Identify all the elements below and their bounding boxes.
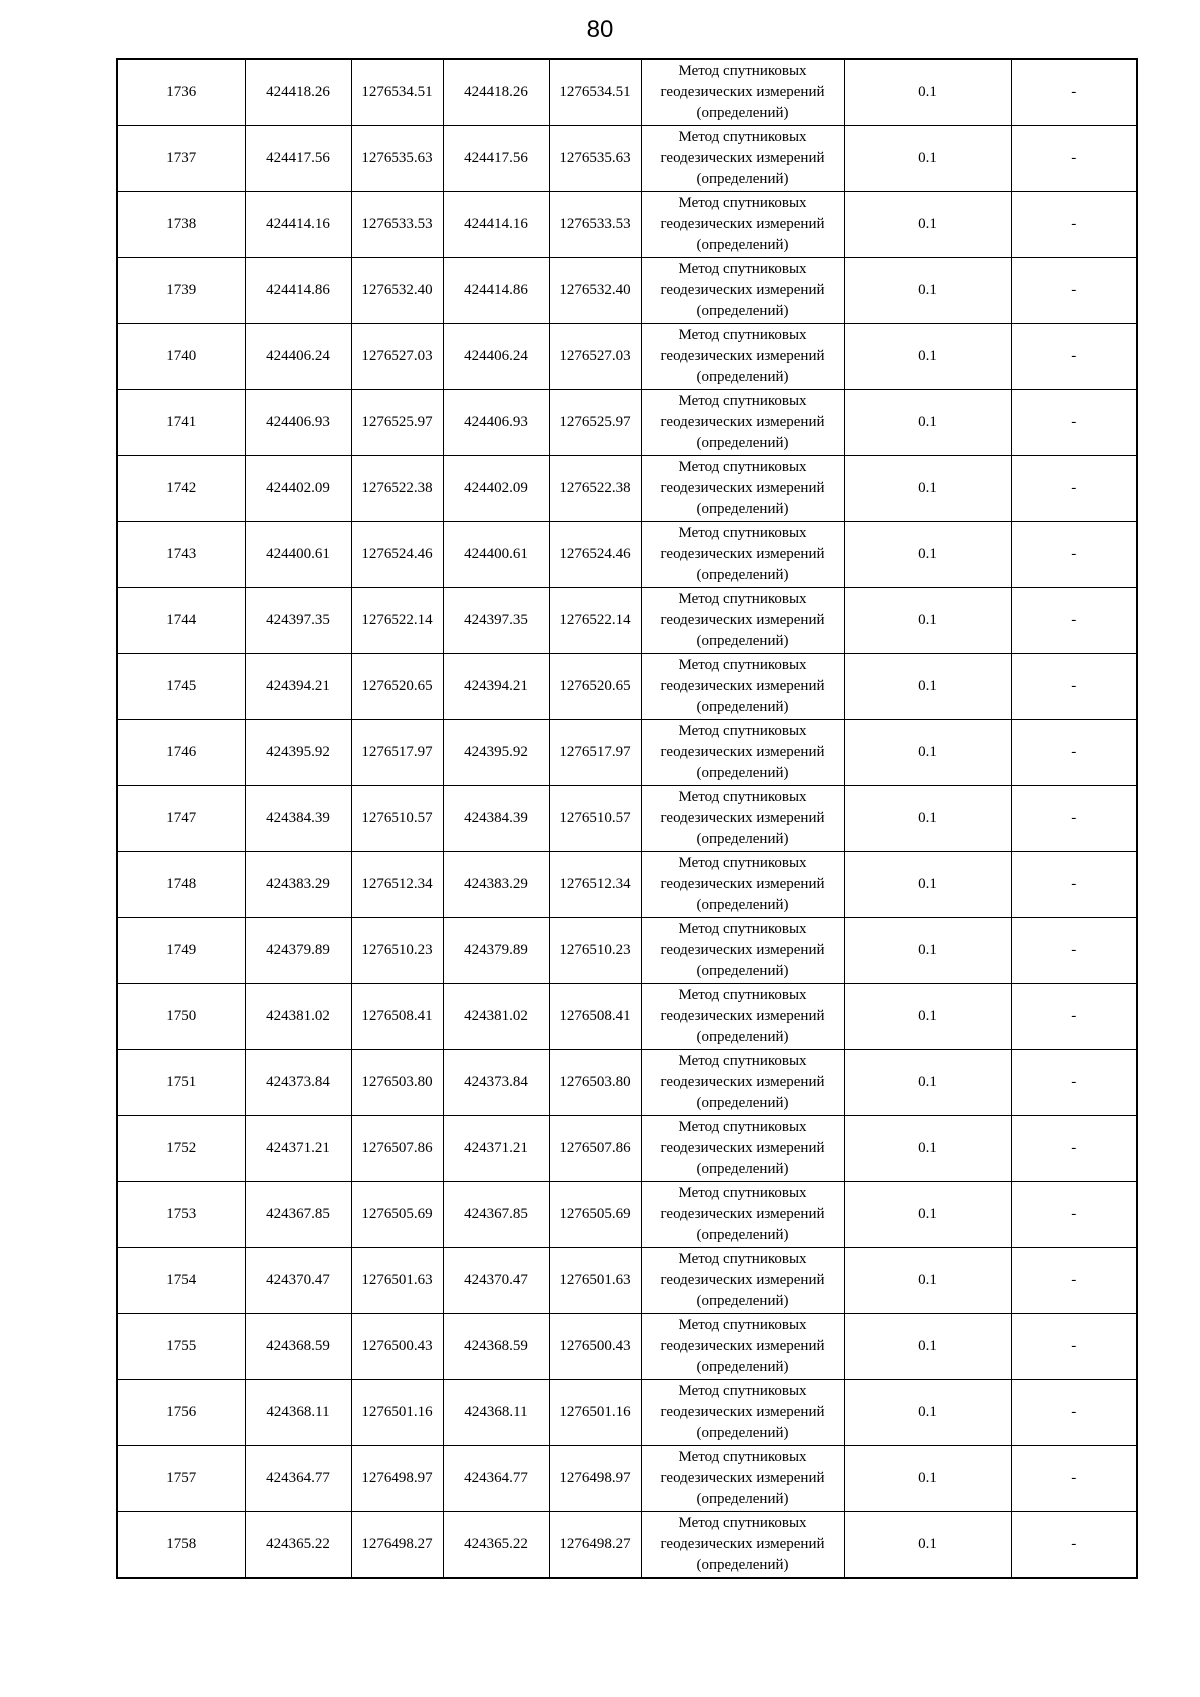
accuracy-cell: 0.1: [844, 1116, 1011, 1182]
x-existing-cell: 424394.21: [245, 654, 351, 720]
point-number-cell: 1740: [117, 324, 245, 390]
y-new-cell: 1276527.03: [549, 324, 641, 390]
method-cell: Метод спутниковых геодезических измерений (определений): [641, 390, 844, 456]
note-cell: -: [1011, 1446, 1137, 1512]
method-cell: Метод спутниковых геодезических измерений (определений): [641, 59, 844, 126]
table-row: [117, 192, 1137, 258]
y-existing-cell: 1276525.97: [351, 390, 443, 456]
accuracy-cell: 0.1: [844, 984, 1011, 1050]
note-cell: -: [1011, 456, 1137, 522]
method-cell: Метод спутниковых геодезических измерений (определений): [641, 918, 844, 984]
x-new-cell: 424373.84: [443, 1050, 549, 1116]
point-number-cell: 1750: [117, 984, 245, 1050]
point-number-cell: 1742: [117, 456, 245, 522]
x-new-cell: 424414.86: [443, 258, 549, 324]
x-existing-cell: 424371.21: [245, 1116, 351, 1182]
point-number-cell: 1741: [117, 390, 245, 456]
point-number-cell: 1736: [117, 59, 245, 126]
x-existing-cell: 424402.09: [245, 456, 351, 522]
method-cell: Метод спутниковых геодезических измерений (определений): [641, 1050, 844, 1116]
x-new-cell: 424370.47: [443, 1248, 549, 1314]
x-existing-cell: 424395.92: [245, 720, 351, 786]
x-new-cell: 424397.35: [443, 588, 549, 654]
x-existing-cell: 424370.47: [245, 1248, 351, 1314]
y-existing-cell: 1276535.63: [351, 126, 443, 192]
x-new-cell: 424383.29: [443, 852, 549, 918]
table-row: [117, 984, 1137, 1050]
note-cell: -: [1011, 1050, 1137, 1116]
note-cell: -: [1011, 324, 1137, 390]
x-new-cell: 424418.26: [443, 59, 549, 126]
accuracy-cell: 0.1: [844, 1512, 1011, 1579]
note-cell: -: [1011, 786, 1137, 852]
method-cell: Метод спутниковых геодезических измерений (определений): [641, 126, 844, 192]
x-new-cell: 424365.22: [443, 1512, 549, 1579]
y-new-cell: 1276503.80: [549, 1050, 641, 1116]
y-new-cell: 1276525.97: [549, 390, 641, 456]
point-number-cell: 1737: [117, 126, 245, 192]
note-cell: -: [1011, 1248, 1137, 1314]
y-existing-cell: 1276532.40: [351, 258, 443, 324]
note-cell: -: [1011, 192, 1137, 258]
y-new-cell: 1276507.86: [549, 1116, 641, 1182]
accuracy-cell: 0.1: [844, 654, 1011, 720]
y-new-cell: 1276535.63: [549, 126, 641, 192]
y-new-cell: 1276510.23: [549, 918, 641, 984]
method-cell: Метод спутниковых геодезических измерений (определений): [641, 588, 844, 654]
point-number-cell: 1738: [117, 192, 245, 258]
table-row: [117, 126, 1137, 192]
note-cell: -: [1011, 852, 1137, 918]
method-cell: Метод спутниковых геодезических измерений (определений): [641, 192, 844, 258]
y-existing-cell: 1276505.69: [351, 1182, 443, 1248]
note-cell: -: [1011, 720, 1137, 786]
point-number-cell: 1757: [117, 1446, 245, 1512]
x-existing-cell: 424384.39: [245, 786, 351, 852]
point-number-cell: 1745: [117, 654, 245, 720]
accuracy-cell: 0.1: [844, 192, 1011, 258]
note-cell: -: [1011, 984, 1137, 1050]
x-existing-cell: 424417.56: [245, 126, 351, 192]
table-row: [117, 852, 1137, 918]
point-number-cell: 1747: [117, 786, 245, 852]
y-new-cell: 1276534.51: [549, 59, 641, 126]
table-row: [117, 720, 1137, 786]
y-new-cell: 1276501.63: [549, 1248, 641, 1314]
point-number-cell: 1743: [117, 522, 245, 588]
point-number-cell: 1751: [117, 1050, 245, 1116]
note-cell: -: [1011, 1380, 1137, 1446]
x-new-cell: 424395.92: [443, 720, 549, 786]
note-cell: -: [1011, 522, 1137, 588]
note-cell: -: [1011, 1116, 1137, 1182]
accuracy-cell: 0.1: [844, 588, 1011, 654]
method-cell: Метод спутниковых геодезических измерений (определений): [641, 786, 844, 852]
point-number-cell: 1758: [117, 1512, 245, 1579]
x-new-cell: 424368.59: [443, 1314, 549, 1380]
note-cell: -: [1011, 1512, 1137, 1579]
y-existing-cell: 1276501.16: [351, 1380, 443, 1446]
y-new-cell: 1276533.53: [549, 192, 641, 258]
x-existing-cell: 424418.26: [245, 59, 351, 126]
method-cell: Метод спутниковых геодезических измерений (определений): [641, 1182, 844, 1248]
coordinates-table: [116, 58, 1138, 1579]
y-existing-cell: 1276524.46: [351, 522, 443, 588]
note-cell: -: [1011, 258, 1137, 324]
x-new-cell: 424402.09: [443, 456, 549, 522]
accuracy-cell: 0.1: [844, 1050, 1011, 1116]
method-cell: Метод спутниковых геодезических измерений (определений): [641, 654, 844, 720]
accuracy-cell: 0.1: [844, 1446, 1011, 1512]
table-row: [117, 258, 1137, 324]
note-cell: -: [1011, 588, 1137, 654]
accuracy-cell: 0.1: [844, 918, 1011, 984]
method-cell: Метод спутниковых геодезических измерений (определений): [641, 852, 844, 918]
x-new-cell: 424384.39: [443, 786, 549, 852]
y-new-cell: 1276505.69: [549, 1182, 641, 1248]
y-new-cell: 1276532.40: [549, 258, 641, 324]
accuracy-cell: 0.1: [844, 126, 1011, 192]
table-row: [117, 1050, 1137, 1116]
y-new-cell: 1276501.16: [549, 1380, 641, 1446]
accuracy-cell: 0.1: [844, 1248, 1011, 1314]
point-number-cell: 1744: [117, 588, 245, 654]
table-row: [117, 786, 1137, 852]
y-existing-cell: 1276501.63: [351, 1248, 443, 1314]
y-new-cell: 1276524.46: [549, 522, 641, 588]
y-existing-cell: 1276534.51: [351, 59, 443, 126]
point-number-cell: 1749: [117, 918, 245, 984]
x-existing-cell: 424400.61: [245, 522, 351, 588]
accuracy-cell: 0.1: [844, 456, 1011, 522]
x-new-cell: 424364.77: [443, 1446, 549, 1512]
y-new-cell: 1276500.43: [549, 1314, 641, 1380]
table-row: [117, 522, 1137, 588]
method-cell: Метод спутниковых геодезических измерений (определений): [641, 984, 844, 1050]
y-new-cell: 1276520.65: [549, 654, 641, 720]
y-existing-cell: 1276507.86: [351, 1116, 443, 1182]
x-new-cell: 424406.24: [443, 324, 549, 390]
y-existing-cell: 1276500.43: [351, 1314, 443, 1380]
accuracy-cell: 0.1: [844, 258, 1011, 324]
x-new-cell: 424381.02: [443, 984, 549, 1050]
y-existing-cell: 1276510.57: [351, 786, 443, 852]
accuracy-cell: 0.1: [844, 1314, 1011, 1380]
x-existing-cell: 424373.84: [245, 1050, 351, 1116]
y-existing-cell: 1276510.23: [351, 918, 443, 984]
x-existing-cell: 424406.93: [245, 390, 351, 456]
method-cell: Метод спутниковых геодезических измерений (определений): [641, 522, 844, 588]
table-row: [117, 1248, 1137, 1314]
x-existing-cell: 424379.89: [245, 918, 351, 984]
table-row: [117, 1182, 1137, 1248]
accuracy-cell: 0.1: [844, 522, 1011, 588]
note-cell: -: [1011, 390, 1137, 456]
y-new-cell: 1276522.38: [549, 456, 641, 522]
y-new-cell: 1276517.97: [549, 720, 641, 786]
point-number-cell: 1754: [117, 1248, 245, 1314]
y-existing-cell: 1276498.27: [351, 1512, 443, 1579]
y-existing-cell: 1276533.53: [351, 192, 443, 258]
y-new-cell: 1276512.34: [549, 852, 641, 918]
x-new-cell: 424414.16: [443, 192, 549, 258]
x-existing-cell: 424414.16: [245, 192, 351, 258]
method-cell: Метод спутниковых геодезических измерений (определений): [641, 258, 844, 324]
x-existing-cell: 424414.86: [245, 258, 351, 324]
y-existing-cell: 1276498.97: [351, 1446, 443, 1512]
x-existing-cell: 424397.35: [245, 588, 351, 654]
page-number: 80: [586, 16, 614, 43]
accuracy-cell: 0.1: [844, 786, 1011, 852]
accuracy-cell: 0.1: [844, 324, 1011, 390]
x-new-cell: 424406.93: [443, 390, 549, 456]
x-new-cell: 424368.11: [443, 1380, 549, 1446]
table-row: [117, 1116, 1137, 1182]
table-row: [117, 456, 1137, 522]
table-row: [117, 654, 1137, 720]
x-existing-cell: 424367.85: [245, 1182, 351, 1248]
table-row: [117, 324, 1137, 390]
note-cell: -: [1011, 1314, 1137, 1380]
x-new-cell: 424400.61: [443, 522, 549, 588]
note-cell: -: [1011, 59, 1137, 126]
table-row: [117, 588, 1137, 654]
x-existing-cell: 424368.11: [245, 1380, 351, 1446]
y-existing-cell: 1276503.80: [351, 1050, 443, 1116]
point-number-cell: 1755: [117, 1314, 245, 1380]
method-cell: Метод спутниковых геодезических измерений (определений): [641, 1380, 844, 1446]
point-number-cell: 1748: [117, 852, 245, 918]
method-cell: Метод спутниковых геодезических измерений (определений): [641, 1512, 844, 1579]
accuracy-cell: 0.1: [844, 720, 1011, 786]
accuracy-cell: 0.1: [844, 1182, 1011, 1248]
note-cell: -: [1011, 1182, 1137, 1248]
note-cell: -: [1011, 918, 1137, 984]
x-new-cell: 424367.85: [443, 1182, 549, 1248]
y-new-cell: 1276510.57: [549, 786, 641, 852]
y-existing-cell: 1276517.97: [351, 720, 443, 786]
accuracy-cell: 0.1: [844, 390, 1011, 456]
method-cell: Метод спутниковых геодезических измерений (определений): [641, 720, 844, 786]
note-cell: -: [1011, 654, 1137, 720]
table-body: [117, 59, 1137, 1578]
method-cell: Метод спутниковых геодезических измерений (определений): [641, 1446, 844, 1512]
x-existing-cell: 424368.59: [245, 1314, 351, 1380]
x-existing-cell: 424365.22: [245, 1512, 351, 1579]
y-new-cell: 1276498.27: [549, 1512, 641, 1579]
method-cell: Метод спутниковых геодезических измерений (определений): [641, 324, 844, 390]
y-new-cell: 1276498.97: [549, 1446, 641, 1512]
note-cell: -: [1011, 126, 1137, 192]
x-new-cell: 424394.21: [443, 654, 549, 720]
x-existing-cell: 424406.24: [245, 324, 351, 390]
x-existing-cell: 424364.77: [245, 1446, 351, 1512]
accuracy-cell: 0.1: [844, 59, 1011, 126]
y-existing-cell: 1276522.38: [351, 456, 443, 522]
accuracy-cell: 0.1: [844, 1380, 1011, 1446]
y-existing-cell: 1276522.14: [351, 588, 443, 654]
x-new-cell: 424371.21: [443, 1116, 549, 1182]
point-number-cell: 1756: [117, 1380, 245, 1446]
x-existing-cell: 424383.29: [245, 852, 351, 918]
point-number-cell: 1753: [117, 1182, 245, 1248]
method-cell: Метод спутниковых геодезических измерений (определений): [641, 1248, 844, 1314]
x-new-cell: 424417.56: [443, 126, 549, 192]
x-existing-cell: 424381.02: [245, 984, 351, 1050]
y-existing-cell: 1276527.03: [351, 324, 443, 390]
y-existing-cell: 1276508.41: [351, 984, 443, 1050]
y-existing-cell: 1276512.34: [351, 852, 443, 918]
table-row: [117, 1446, 1137, 1512]
method-cell: Метод спутниковых геодезических измерений (определений): [641, 1314, 844, 1380]
accuracy-cell: 0.1: [844, 852, 1011, 918]
table-row: [117, 1380, 1137, 1446]
table-row: [117, 59, 1137, 126]
table-row: [117, 390, 1137, 456]
point-number-cell: 1752: [117, 1116, 245, 1182]
point-number-cell: 1746: [117, 720, 245, 786]
y-new-cell: 1276522.14: [549, 588, 641, 654]
point-number-cell: 1739: [117, 258, 245, 324]
x-new-cell: 424379.89: [443, 918, 549, 984]
method-cell: Метод спутниковых геодезических измерений (определений): [641, 1116, 844, 1182]
table-row: [117, 1314, 1137, 1380]
method-cell: Метод спутниковых геодезических измерений (определений): [641, 456, 844, 522]
y-existing-cell: 1276520.65: [351, 654, 443, 720]
y-new-cell: 1276508.41: [549, 984, 641, 1050]
table-row: [117, 1512, 1137, 1579]
table-row: [117, 918, 1137, 984]
